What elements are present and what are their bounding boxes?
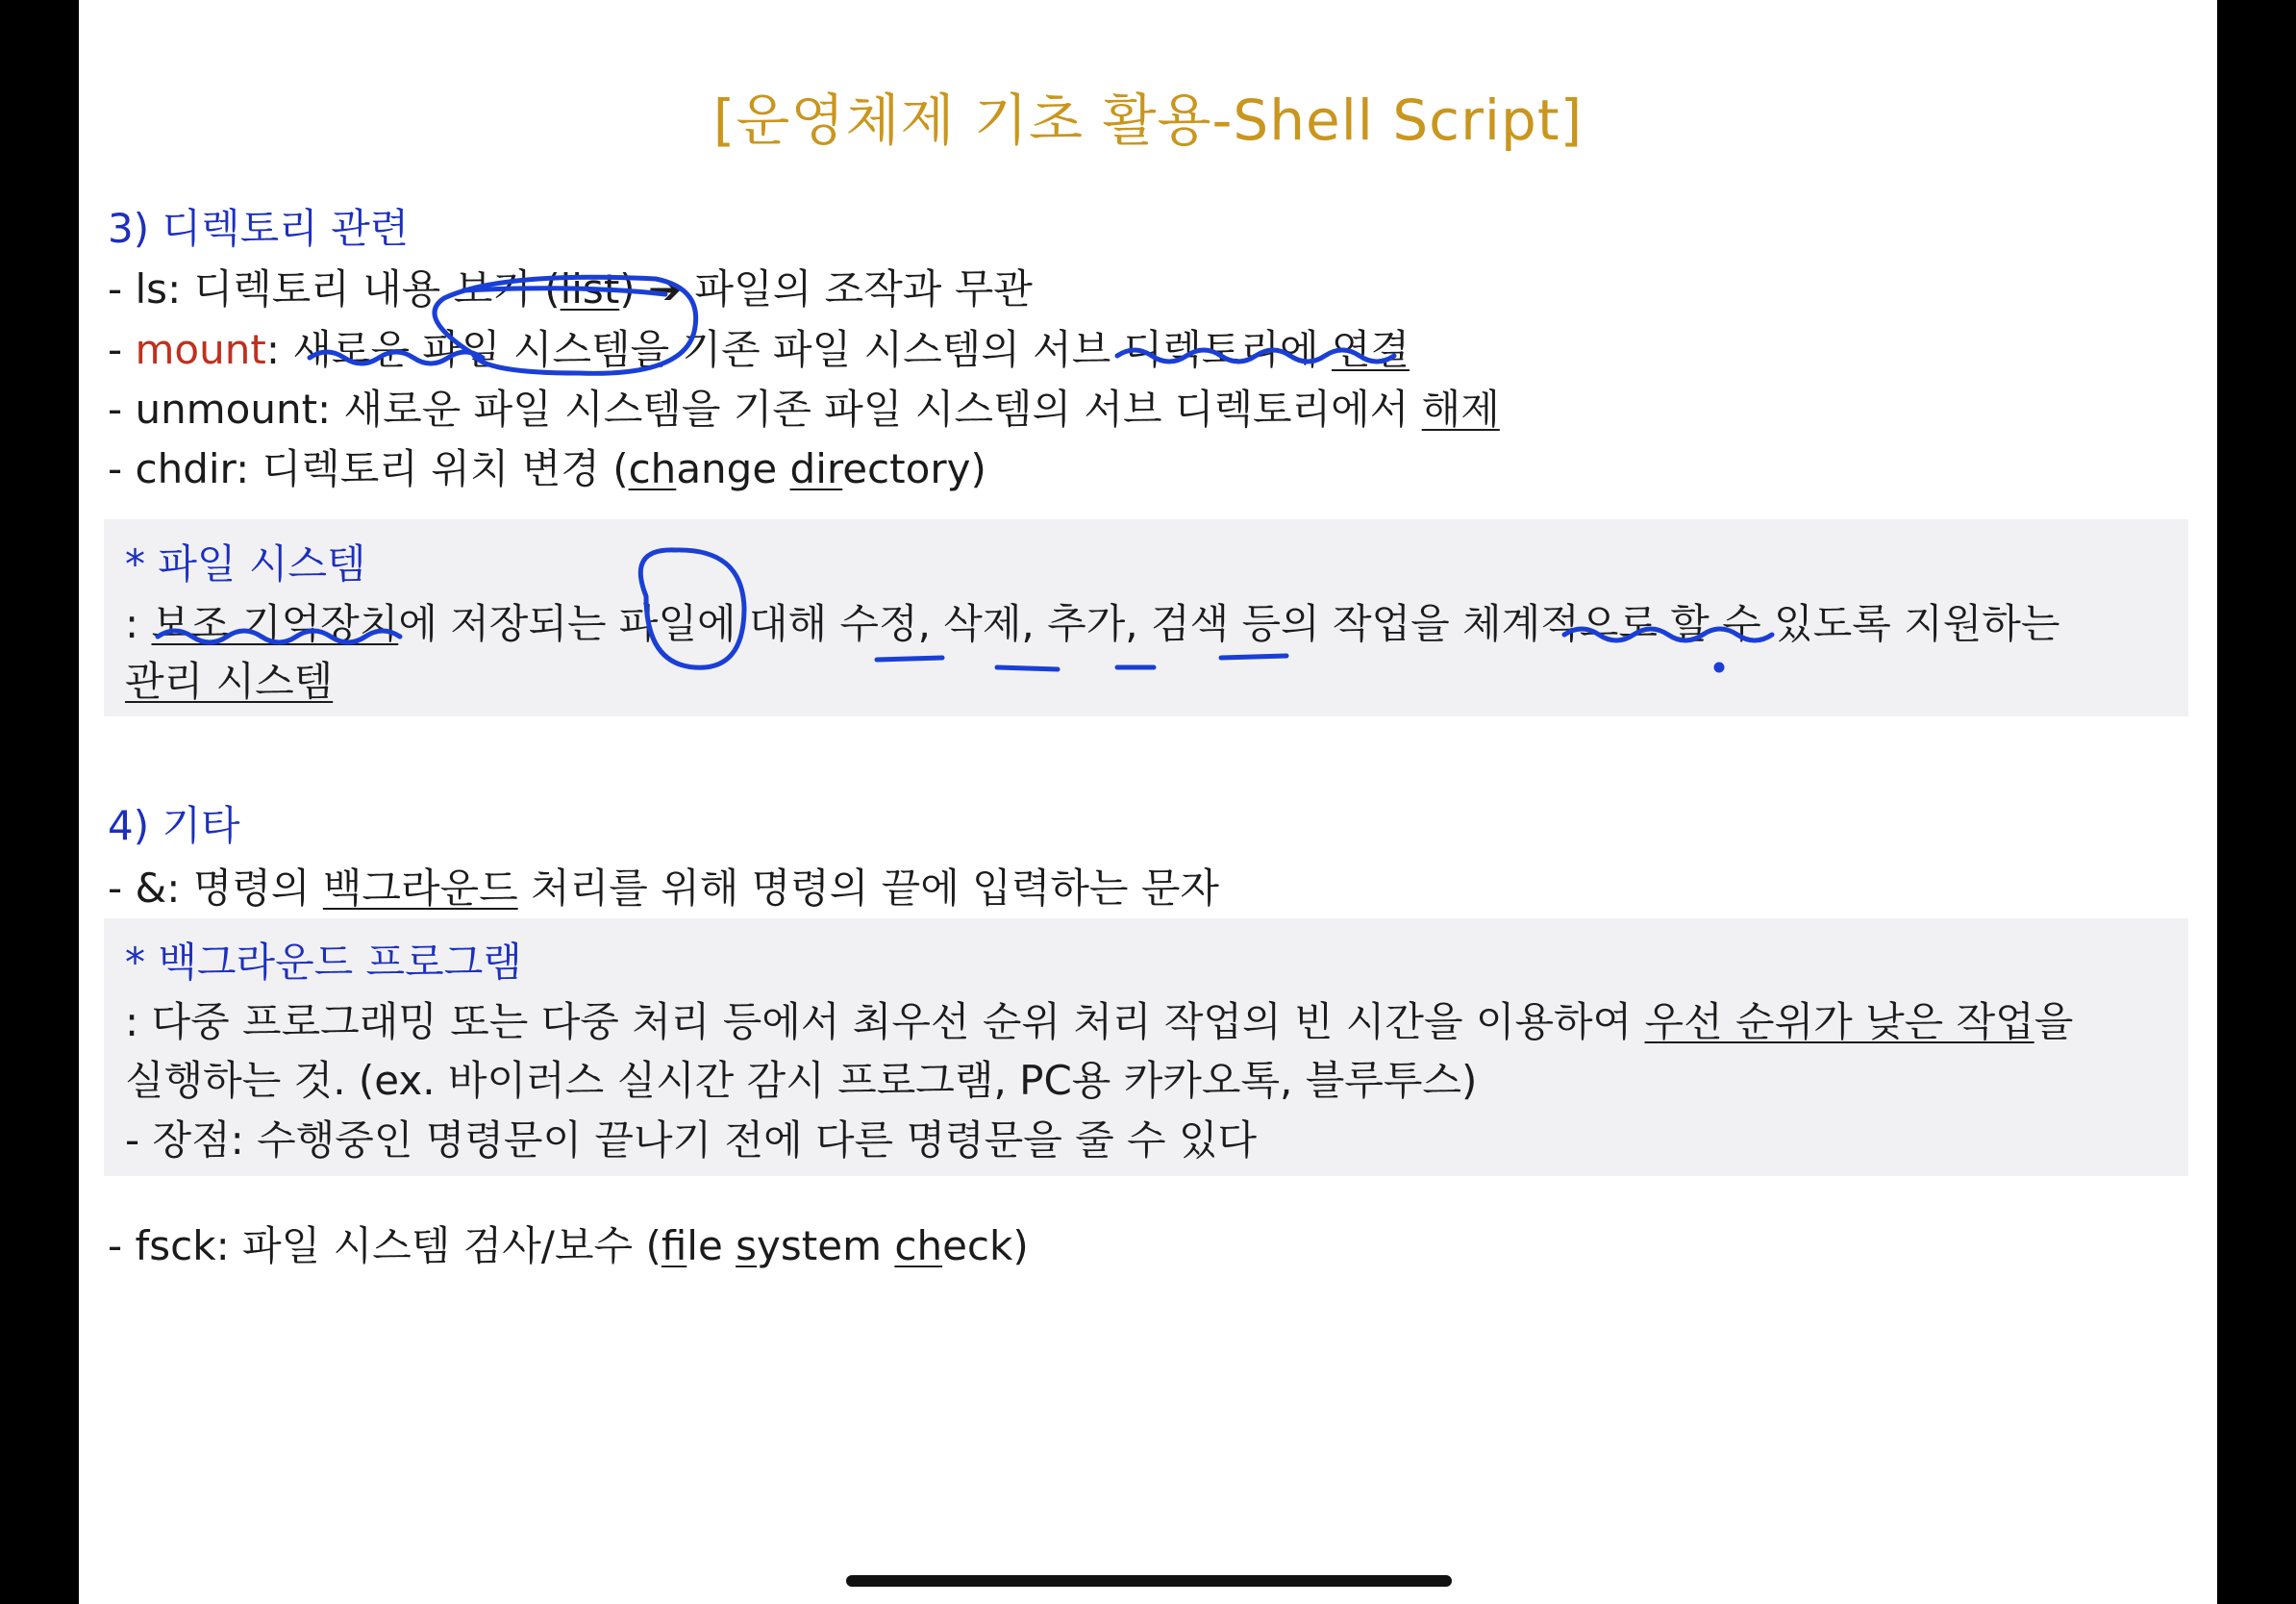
fs-colon: : — [125, 600, 152, 647]
amp-pre: - &: 명령의 — [108, 865, 323, 912]
slide-title: [운영체제 기초 활용-Shell Script] — [712, 88, 1584, 153]
slide-page — [79, 0, 2217, 1604]
mount-dash: - — [108, 326, 136, 373]
unmount-text: - unmount: 새로운 파일 시스템을 기존 파일 시스템의 서브 디렉토리에서 — [108, 386, 1422, 433]
amp-background: 백그라운드 — [322, 865, 518, 912]
fs-storage: 보조 기억장치 — [151, 600, 399, 647]
ls-rest: ) ➔ 파일의 조작과 무관 — [619, 265, 1033, 313]
ampersand-line — [108, 857, 1219, 915]
fsck-ystem: ystem — [757, 1222, 895, 1269]
home-indicator — [846, 1575, 1452, 1587]
bg-line1-pre: : 다중 프로그래밍 또는 다중 처리 등에서 최우선 순위 처리 작업의 빈 시간을 이용하여 — [125, 998, 1645, 1045]
fsck-ile: ile — [686, 1222, 736, 1269]
ls-text: : 디렉토리 내용 보기 ( — [167, 265, 561, 313]
chdir-rest: ectory) — [842, 445, 986, 492]
mount-cmd: mount — [135, 326, 266, 373]
unmount-line — [108, 378, 1500, 436]
bg-line1-u: 우선 순위가 낮은 작업 — [1644, 998, 2034, 1045]
unmount-link: 해제 — [1421, 386, 1500, 433]
file-system-line-2: 관리 시스템 — [125, 658, 334, 705]
fsck-s: s — [736, 1222, 758, 1269]
mount-line — [108, 318, 1410, 376]
section-4-heading: 4) 기타 — [108, 802, 240, 849]
fsck-f: f — [661, 1222, 687, 1269]
chdir-dir: dir — [789, 445, 843, 492]
chdir-ange: ange — [676, 445, 790, 492]
file-system-heading: * 파일 시스템 — [125, 540, 366, 588]
fsck-line — [108, 1215, 1029, 1272]
background-line-1 — [125, 990, 2073, 1048]
ls-list: list — [560, 265, 620, 313]
fsck-eck: eck) — [942, 1222, 1029, 1269]
bg-line1-post: 을 — [2034, 998, 2074, 1045]
section-3-heading: 3) 디렉토리 관련 — [108, 205, 410, 252]
file-system-line-1 — [125, 592, 2059, 650]
background-heading: * 백그라운드 프로그램 — [125, 939, 522, 986]
ls-cmd: ls — [135, 265, 168, 313]
chdir-line — [108, 438, 986, 495]
fs-desc: 에 저장되는 파일에 대해 수정, 삭제, 추가, 검색 등의 작업을 체계적으로 할 수 있도록 지원하는 — [398, 600, 2060, 647]
fsck-ch: ch — [894, 1222, 943, 1269]
mount-text: : 새로운 파일 시스템을 기존 파일 시스템의 서브 디렉토리에 — [265, 326, 1332, 373]
mount-link: 연결 — [1331, 326, 1410, 373]
chdir-pre: - chdir: 디렉토리 위치 변경 ( — [108, 445, 629, 492]
background-line-2: 실행하는 것. (ex. 바이러스 실시간 감시 프로그램, PC용 카카오톡, 블루투스) — [125, 1057, 1478, 1104]
fsck-pre: - fsck: 파일 시스템 검사/보수 ( — [108, 1222, 661, 1269]
chdir-ch: ch — [628, 445, 677, 492]
ls-dash: - — [108, 265, 136, 313]
background-line-3: - 장점: 수행중인 명령문이 끝나기 전에 다른 명령문을 줄 수 있다 — [125, 1116, 1258, 1164]
amp-rest: 처리를 위해 명령의 끝에 입력하는 문자 — [517, 865, 1219, 912]
ls-line — [108, 258, 1033, 315]
